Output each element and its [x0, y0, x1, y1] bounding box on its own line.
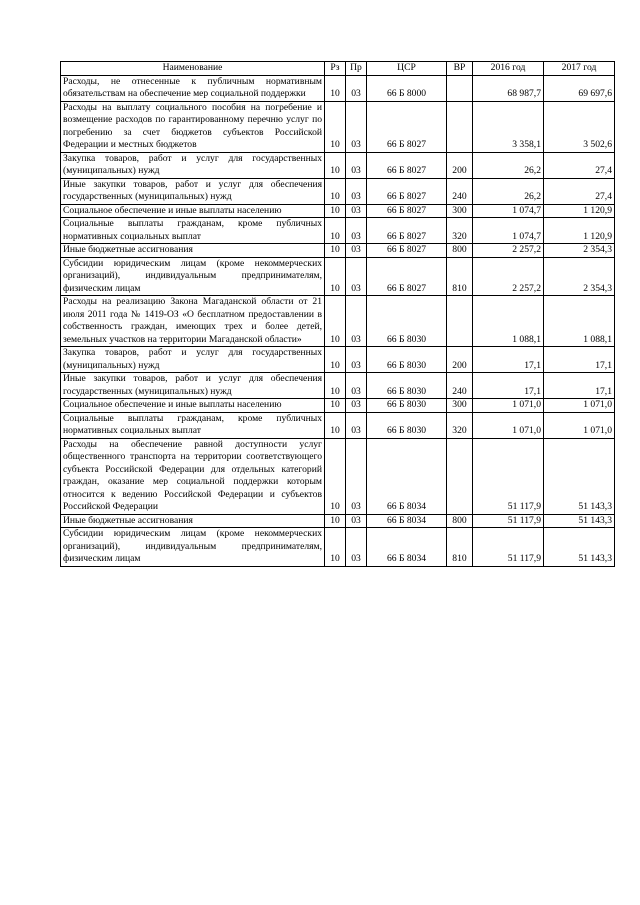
row-amount-2016: 1 088,1	[473, 296, 544, 347]
row-pr: 03	[346, 178, 367, 204]
row-rz: 10	[325, 347, 346, 373]
row-amount-2016: 26,2	[473, 152, 544, 178]
row-rz: 10	[325, 296, 346, 347]
row-csr: 66 Б 8000	[367, 75, 447, 101]
row-name: Иные бюджетные ассигнования	[61, 244, 325, 258]
header-2017: 2017 год	[544, 62, 615, 76]
header-vr: ВР	[447, 62, 473, 76]
row-rz: 10	[325, 75, 346, 101]
row-vr	[447, 438, 473, 514]
row-amount-2017: 27,4	[544, 152, 615, 178]
row-vr: 240	[447, 178, 473, 204]
row-rz: 10	[325, 438, 346, 514]
row-amount-2017: 1 071,0	[544, 412, 615, 438]
row-pr: 03	[346, 347, 367, 373]
header-csr: ЦСР	[367, 62, 447, 76]
row-pr: 03	[346, 373, 367, 399]
row-vr: 810	[447, 257, 473, 296]
row-rz: 10	[325, 514, 346, 528]
row-amount-2017: 17,1	[544, 373, 615, 399]
row-pr: 03	[346, 296, 367, 347]
row-name: Иные закупки товаров, работ и услуг для обеспечения государственных (муниципальных) нужд	[61, 373, 325, 399]
row-csr: 66 Б 8030	[367, 412, 447, 438]
row-vr: 810	[447, 528, 473, 567]
row-amount-2017: 3 502,6	[544, 101, 615, 152]
row-amount-2017: 1 071,0	[544, 399, 615, 413]
row-pr: 03	[346, 218, 367, 244]
row-name: Закупка товаров, работ и услуг для государственных (муниципальных) нужд	[61, 152, 325, 178]
row-csr: 66 Б 8027	[367, 218, 447, 244]
header-pr: Пр	[346, 62, 367, 76]
row-amount-2016: 3 358,1	[473, 101, 544, 152]
row-amount-2017: 27,4	[544, 178, 615, 204]
row-csr: 66 Б 8030	[367, 399, 447, 413]
header-2016: 2016 год	[473, 62, 544, 76]
row-amount-2016: 17,1	[473, 373, 544, 399]
row-name: Субсидии юридическим лицам (кроме некоммерческих организаций), индивидуальным предпринимателям, физическим лицам	[61, 257, 325, 296]
row-amount-2017: 1 088,1	[544, 296, 615, 347]
row-name: Расходы на обеспечение равной доступности услуг общественного транспорта на территории соответствующего субъекта Российской Федерации для отдельных категорий граждан, оказание мер социальной поддержки которым относится к ведению Российской Федерации и субъектов Российской Федерации	[61, 438, 325, 514]
row-vr	[447, 296, 473, 347]
row-csr: 66 Б 8034	[367, 438, 447, 514]
row-pr: 03	[346, 528, 367, 567]
table-row	[61, 412, 615, 438]
table-row	[61, 204, 615, 218]
row-pr: 03	[346, 204, 367, 218]
table-row	[61, 438, 615, 514]
row-pr: 03	[346, 412, 367, 438]
row-vr: 320	[447, 218, 473, 244]
row-amount-2017: 2 354,3	[544, 257, 615, 296]
row-amount-2016: 26,2	[473, 178, 544, 204]
row-pr: 03	[346, 244, 367, 258]
row-csr: 66 Б 8034	[367, 528, 447, 567]
row-name: Социальное обеспечение и иные выплаты населению	[61, 399, 325, 413]
table-header	[61, 62, 615, 76]
row-name: Субсидии юридическим лицам (кроме некоммерческих организаций), индивидуальным предпринимателям, физическим лицам	[61, 528, 325, 567]
row-name: Расходы, не отнесенные к публичным нормативным обязательствам на обеспечение мер социальной поддержки	[61, 75, 325, 101]
row-rz: 10	[325, 373, 346, 399]
row-amount-2016: 2 257,2	[473, 244, 544, 258]
row-rz: 10	[325, 528, 346, 567]
table-row	[61, 373, 615, 399]
row-name: Расходы на выплату социального пособия на погребение и возмещение расходов по гарантированному перечню услуг по погребению за счет бюджетов субъектов Российской Федерации и местных бюджетов	[61, 101, 325, 152]
row-amount-2016: 17,1	[473, 347, 544, 373]
row-vr: 240	[447, 373, 473, 399]
row-csr: 66 Б 8027	[367, 101, 447, 152]
header-rz: Рз	[325, 62, 346, 76]
row-vr: 800	[447, 514, 473, 528]
header-row	[61, 62, 615, 76]
table-row	[61, 244, 615, 258]
row-vr	[447, 75, 473, 101]
row-csr: 66 Б 8034	[367, 514, 447, 528]
row-amount-2017: 1 120,9	[544, 218, 615, 244]
row-pr: 03	[346, 257, 367, 296]
row-amount-2016: 1 071,0	[473, 412, 544, 438]
row-vr: 320	[447, 412, 473, 438]
row-amount-2016: 51 117,9	[473, 514, 544, 528]
table-row	[61, 75, 615, 101]
row-rz: 10	[325, 244, 346, 258]
row-csr: 66 Б 8027	[367, 178, 447, 204]
table-body	[61, 75, 615, 566]
row-amount-2017: 51 143,3	[544, 528, 615, 567]
row-rz: 10	[325, 257, 346, 296]
row-pr: 03	[346, 152, 367, 178]
table-row	[61, 399, 615, 413]
row-name: Социальные выплаты гражданам, кроме публичных нормативных социальных выплат	[61, 218, 325, 244]
row-name: Расходы на реализацию Закона Магаданской области от 21 июля 2011 года № 1419-ОЗ «О бесплатном предоставлении в собственность граждан, имеющих трех и более детей, земельных участков на территории Магаданской области»	[61, 296, 325, 347]
table-row	[61, 178, 615, 204]
budget-table	[60, 61, 615, 567]
row-csr: 66 Б 8027	[367, 257, 447, 296]
row-csr: 66 Б 8027	[367, 152, 447, 178]
row-vr: 800	[447, 244, 473, 258]
table-row	[61, 152, 615, 178]
row-amount-2017: 69 697,6	[544, 75, 615, 101]
row-amount-2016: 68 987,7	[473, 75, 544, 101]
row-name: Иные бюджетные ассигнования	[61, 514, 325, 528]
row-name: Закупка товаров, работ и услуг для государственных (муниципальных) нужд	[61, 347, 325, 373]
row-vr: 200	[447, 347, 473, 373]
table-row	[61, 257, 615, 296]
row-amount-2017: 51 143,3	[544, 514, 615, 528]
row-amount-2016: 2 257,2	[473, 257, 544, 296]
row-rz: 10	[325, 152, 346, 178]
row-name: Социальное обеспечение и иные выплаты населению	[61, 204, 325, 218]
row-amount-2017: 51 143,3	[544, 438, 615, 514]
row-csr: 66 Б 8030	[367, 347, 447, 373]
table-row	[61, 347, 615, 373]
header-name: Наименование	[61, 62, 325, 76]
row-csr: 66 Б 8027	[367, 204, 447, 218]
table-row	[61, 101, 615, 152]
row-vr: 300	[447, 399, 473, 413]
row-rz: 10	[325, 204, 346, 218]
row-vr	[447, 101, 473, 152]
row-amount-2016: 51 117,9	[473, 438, 544, 514]
table-row	[61, 218, 615, 244]
row-amount-2016: 1 074,7	[473, 218, 544, 244]
row-pr: 03	[346, 438, 367, 514]
row-amount-2017: 1 120,9	[544, 204, 615, 218]
row-amount-2017: 17,1	[544, 347, 615, 373]
row-amount-2016: 1 074,7	[473, 204, 544, 218]
row-pr: 03	[346, 399, 367, 413]
row-vr: 200	[447, 152, 473, 178]
row-name: Иные закупки товаров, работ и услуг для обеспечения государственных (муниципальных) нужд	[61, 178, 325, 204]
row-name: Социальные выплаты гражданам, кроме публичных нормативных социальных выплат	[61, 412, 325, 438]
row-rz: 10	[325, 178, 346, 204]
row-rz: 10	[325, 412, 346, 438]
row-csr: 66 Б 8030	[367, 296, 447, 347]
row-rz: 10	[325, 101, 346, 152]
row-vr: 300	[447, 204, 473, 218]
table-row	[61, 296, 615, 347]
row-pr: 03	[346, 101, 367, 152]
row-csr: 66 Б 8030	[367, 373, 447, 399]
row-amount-2017: 2 354,3	[544, 244, 615, 258]
table-row	[61, 528, 615, 567]
table-row	[61, 514, 615, 528]
row-csr: 66 Б 8027	[367, 244, 447, 258]
row-pr: 03	[346, 75, 367, 101]
row-amount-2016: 1 071,0	[473, 399, 544, 413]
row-rz: 10	[325, 399, 346, 413]
row-pr: 03	[346, 514, 367, 528]
row-rz: 10	[325, 218, 346, 244]
row-amount-2016: 51 117,9	[473, 528, 544, 567]
